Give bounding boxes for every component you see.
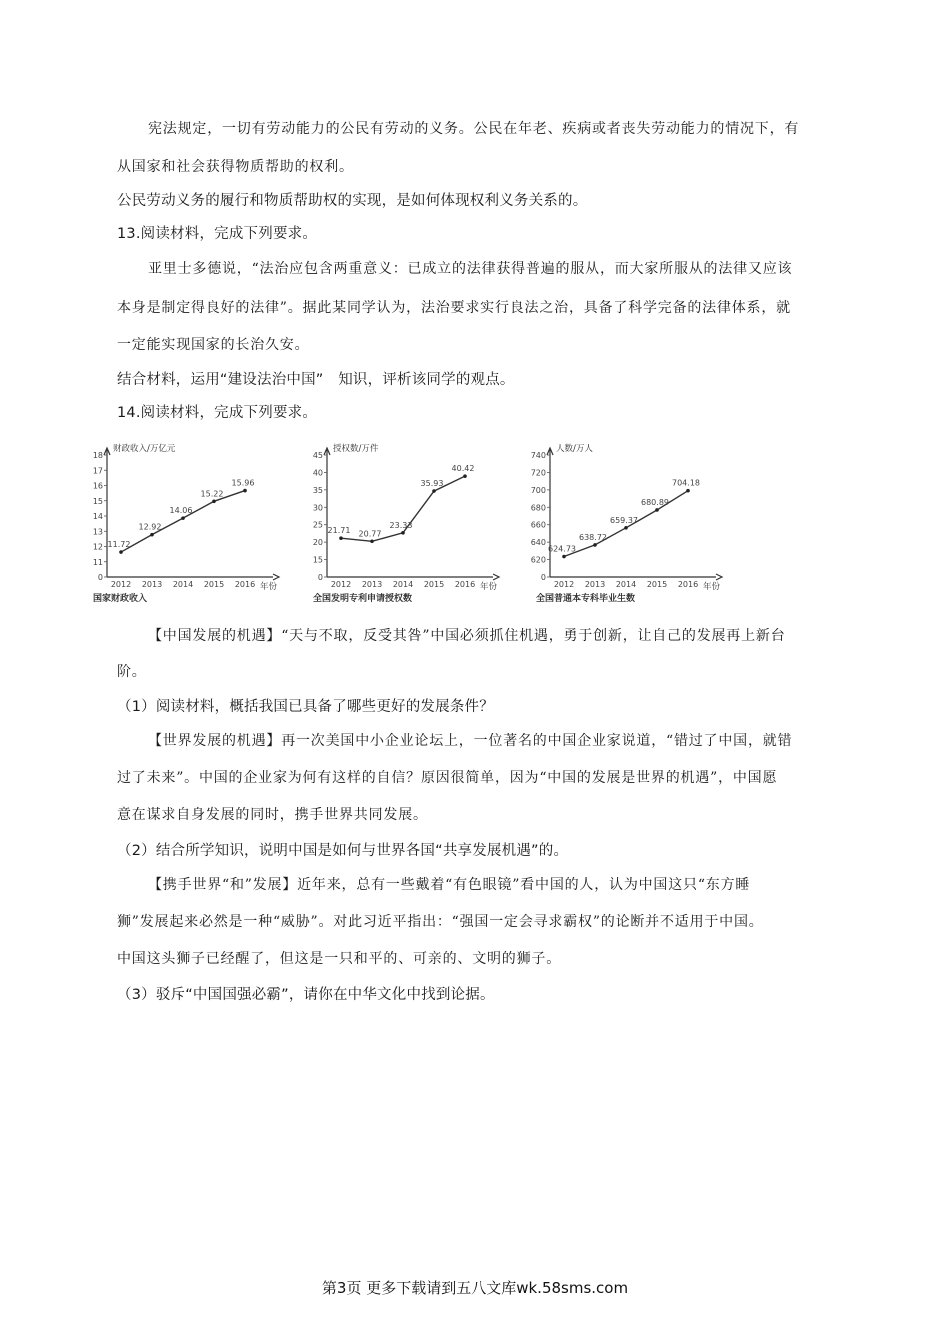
question-12-prompt: 公民劳动义务的履行和物质帮助权的实现，是如何体现权利义务关系的。: [117, 193, 588, 209]
y-tick-label: 20: [312, 538, 323, 548]
data-point: [463, 474, 467, 478]
y-axis-title: 授权数/万件: [333, 444, 379, 454]
y-axis-title: 人数/万人: [556, 444, 593, 454]
data-point: [593, 543, 597, 547]
data-point: [686, 489, 690, 493]
x-tick-label: 2015: [646, 580, 668, 589]
data-label: 40.42: [451, 464, 475, 474]
x-tick-label: 2014: [172, 580, 194, 589]
x-axis-title: 年份: [259, 582, 277, 592]
data-label: 15.96: [231, 478, 255, 488]
data-label: 11.72: [107, 540, 131, 550]
data-label: 21.71: [327, 526, 351, 536]
q14-subquestion-2: （2）结合所学知识，说明中国是如何与世界各国“共享发展机遇”的。: [117, 843, 569, 859]
x-axis-arrow: [273, 574, 279, 580]
x-axis-title: 年份: [479, 582, 497, 592]
x-axis-title: 年份: [702, 582, 720, 592]
data-label: 704.18: [672, 478, 700, 488]
y-tick-label: 640: [530, 538, 546, 548]
q14-material2-line2: 过了未来”。中国的企业家为何有这样的自信？原因很简单，因为“中国的发展是世界的机遇”，中国愿: [117, 770, 778, 786]
chart-graduates-svg: [528, 437, 728, 607]
data-label: 12.92: [138, 522, 162, 532]
q14-material2-line1: 【世界发展的机遇】再一次美国中小企业论坛上，一位著名的中国企业家说道，“错过了中国，就错: [148, 733, 793, 749]
y-tick-label: 15: [92, 496, 103, 506]
data-label: 624.73: [548, 544, 576, 554]
x-tick-label: 2012: [330, 580, 352, 589]
q14-subquestion-1: （1）阅读材料，概括我国已具备了哪些更好的发展条件？: [117, 699, 494, 715]
chart-caption: 全国发明专利申请授权数: [313, 594, 413, 604]
q14-material1-line1: 【中国发展的机遇】“天与不取，反受其咎”中国必须抓住机遇，勇于创新，让自己的发展再上新台: [148, 628, 786, 644]
data-label: 638.72: [579, 532, 607, 542]
q14-material3-line3: 中国这头狮子已经醒了，但这是一只和平的、可亲的、文明的狮子。: [117, 951, 561, 967]
data-point: [212, 500, 216, 504]
q14-material3-line2: 狮”发展起来必然是一种“威胁”。对此习近平指出：“强国一定会寻求霸权”的论断并不适用于中国。: [117, 914, 764, 930]
data-point: [339, 536, 343, 540]
y-tick-label: 11: [92, 557, 103, 567]
y-tick-label: 18: [92, 451, 103, 460]
y-tick-label: 15: [312, 555, 323, 565]
paragraph-constitution-line2: 从国家和社会获得物质帮助的权利。: [117, 159, 354, 175]
x-tick-label: 2012: [553, 580, 575, 589]
data-point: [243, 489, 247, 493]
chart-patent-grants: [305, 437, 505, 607]
data-point: [119, 550, 123, 554]
y-tick-label: 30: [312, 503, 323, 513]
y-tick-label: 17: [92, 466, 103, 476]
x-tick-label: 2016: [454, 580, 476, 589]
data-label: 14.06: [169, 506, 193, 516]
data-label: 659.37: [610, 515, 638, 525]
q13-requirement: 结合材料，运用“建设法治中国” 知识，评析该同学的观点。: [117, 372, 515, 388]
q14-subquestion-3: （3）驳斥“中国国强必霸”，请你在中华文化中找到论据。: [117, 987, 495, 1003]
page-footer: 第3页 更多下载请到五八文库wk.58sms.com: [321, 1279, 629, 1297]
y-tick-label: 13: [92, 527, 103, 537]
data-point: [150, 533, 154, 537]
chart-caption: 国家财政收入: [93, 594, 148, 604]
q13-material-line1: 亚里士多德说，“法治应包含两重意义：已成立的法律获得普遍的服从，而大家所服从的法律又应该: [148, 261, 793, 277]
x-tick-label: 2013: [361, 580, 383, 589]
x-axis-arrow: [716, 574, 722, 580]
y-tick-label: 700: [530, 485, 546, 495]
y-tick-label: 35: [312, 485, 323, 495]
data-point: [432, 489, 436, 493]
question-14-heading: 14.阅读材料，完成下列要求。: [117, 405, 318, 421]
y-tick-label: 16: [92, 481, 103, 491]
x-tick-label: 2013: [584, 580, 606, 589]
data-point: [401, 531, 405, 535]
x-tick-label: 2016: [677, 580, 699, 589]
y-axis-title: 财政收入/万亿元: [113, 444, 176, 454]
data-point: [624, 526, 628, 530]
x-tick-label: 2013: [141, 580, 163, 589]
series-line: [121, 491, 245, 552]
y-tick-label: 0: [540, 573, 546, 582]
y-tick-label: 620: [530, 555, 546, 565]
data-label: 35.93: [420, 479, 444, 489]
x-tick-label: 2012: [110, 580, 132, 589]
data-point: [181, 516, 185, 520]
y-tick-label: 660: [530, 520, 546, 530]
data-label: 15.22: [200, 489, 224, 499]
q14-material3-line1: 【携手世界“和”发展】近年来，总有一些戴着“有色眼镜”看中国的人，认为中国这只“东方睡: [148, 877, 751, 893]
chart-fiscal-revenue: [85, 437, 285, 607]
x-tick-label: 2016: [234, 580, 256, 589]
y-tick-label: 25: [312, 520, 323, 530]
y-tick-label: 14: [92, 512, 103, 521]
x-tick-label: 2014: [392, 580, 414, 589]
x-axis-arrow: [493, 574, 499, 580]
paragraph-constitution-line1: 宪法规定，一切有劳动能力的公民有劳动的义务。公民在年老、疾病或者丧失劳动能力的情况下，有: [148, 121, 800, 137]
y-tick-label: 720: [530, 468, 546, 478]
data-point: [655, 508, 659, 512]
q13-material-line3: 一定能实现国家的长治久安。: [117, 337, 310, 353]
data-point: [562, 555, 566, 559]
q14-material1-line2: 阶。: [117, 664, 147, 680]
x-tick-label: 2015: [423, 580, 445, 589]
y-tick-label: 740: [530, 451, 546, 460]
y-tick-label: 0: [97, 573, 103, 582]
y-tick-label: 12: [92, 542, 103, 552]
y-tick-label: 45: [312, 451, 323, 460]
chart-fiscal-revenue-svg: [85, 437, 285, 607]
chart-caption: 全国普通本专科毕业生数: [536, 594, 636, 604]
data-label: 20.77: [358, 529, 382, 539]
chart-patent-grants-svg: [305, 437, 505, 607]
question-13-heading: 13.阅读材料，完成下列要求。: [117, 226, 318, 242]
y-tick-label: 0: [317, 573, 323, 582]
chart-graduates: [528, 437, 728, 607]
x-tick-label: 2014: [615, 580, 637, 589]
data-point: [370, 540, 374, 544]
q14-material2-line3: 意在谋求自身发展的同时，携手世界共同发展。: [117, 807, 428, 823]
data-label: 680.89: [641, 497, 669, 507]
q13-material-line2: 本身是制定得良好的法律”。据此某同学认为，法治要求实行良法之治，具备了科学完备的法律体系，就: [117, 300, 791, 316]
x-tick-label: 2015: [203, 580, 225, 589]
y-tick-label: 680: [530, 503, 546, 513]
y-tick-label: 40: [312, 468, 323, 478]
data-label: 23.33: [389, 520, 413, 530]
